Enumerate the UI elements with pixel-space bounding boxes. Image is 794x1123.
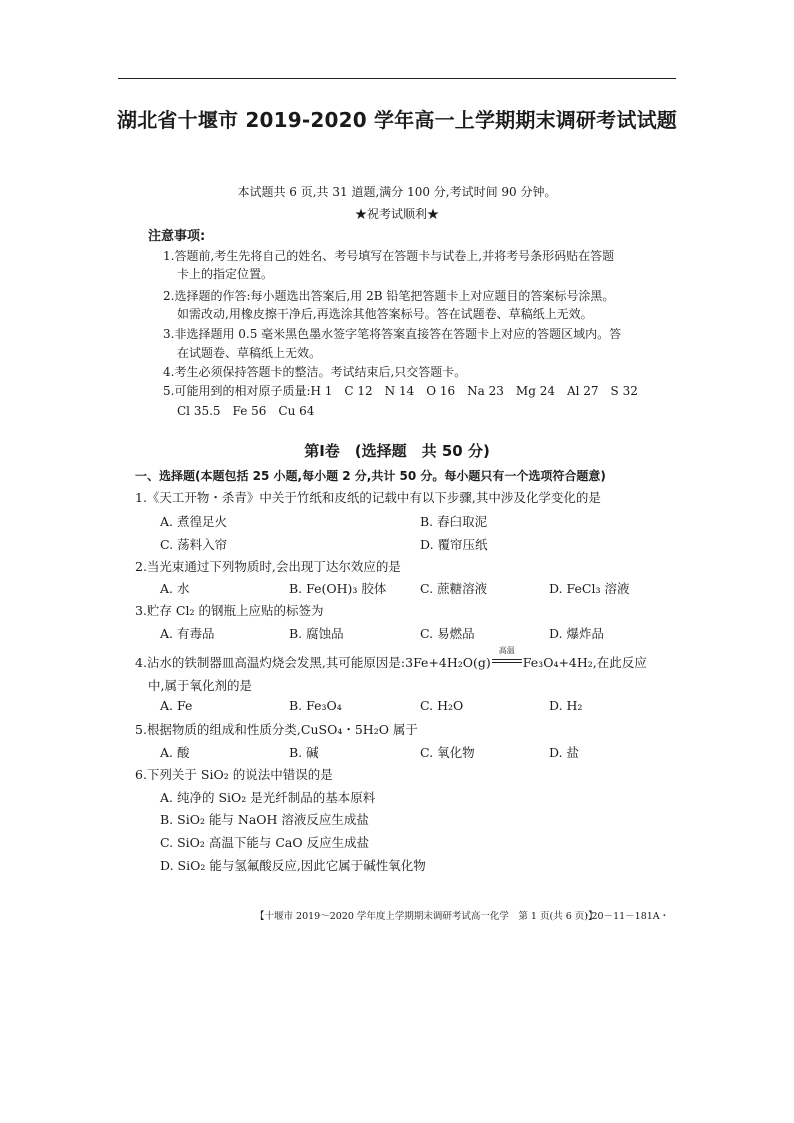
page-footer-code: ・20－11－181A・ <box>582 911 670 922</box>
question-1-option-c: C. 荡料入帘 <box>160 537 228 552</box>
question-4-stem-post: Fe₃O₄+4H₂,在此反应 <box>522 655 647 670</box>
question-2-option-a: A. 水 <box>160 581 190 596</box>
notice-line: 5.可能用到的相对原子质量:H 1 C 12 N 14 O 16 Na 23 Mg 24 Al 27 S 32 <box>163 384 638 398</box>
question-1-option-b: B. 舂臼取泥 <box>420 514 488 529</box>
question-6-option-d: D. SiO₂ 能与氢氟酸反应,因此它属于碱性氧化物 <box>160 858 426 873</box>
notice-line: 1.答题前,考生先将自己的姓名、考号填写在答题卡与试卷上,并将考号条形码贴在答题 <box>163 249 615 263</box>
question-4-option-d: D. H₂ <box>549 698 583 713</box>
question-3-option-b: B. 腐蚀品 <box>289 626 344 641</box>
reaction-condition-label: 高温 <box>498 646 515 655</box>
question-4-option-a: A. Fe <box>160 698 193 713</box>
question-3-stem: 3.贮存 Cl₂ 的钢瓶上应贴的标签为 <box>135 603 324 618</box>
page-footer-info: 【十堰市 2019～2020 学年度上学期期末调研考试高一化学 第 1 页(共 6 页)】 <box>255 911 598 922</box>
question-3-option-a: A. 有毒品 <box>160 626 215 641</box>
notice-line: 卡上的指定位置。 <box>177 267 274 281</box>
question-4-stem-pre: 4.沾水的铁制器皿高温灼烧会发黑,其可能原因是:3Fe+4H₂O(g) <box>135 655 491 670</box>
question-2-option-b: B. Fe(OH)₃ 胶体 <box>289 581 387 596</box>
question-4-option-b: B. Fe₃O₄ <box>289 698 342 713</box>
exam-wish: ★祝考试顺利★ <box>354 207 439 221</box>
notice-heading: 注意事项: <box>148 229 206 244</box>
question-1-option-d: D. 覆帘压纸 <box>420 537 488 552</box>
question-6-option-b: B. SiO₂ 能与 NaOH 溶液反应生成盐 <box>160 812 369 827</box>
header-rule <box>118 78 676 79</box>
question-5-option-a: A. 酸 <box>160 745 190 760</box>
part1-heading: 第Ⅰ卷 (选择题 共 50 分) <box>304 442 490 460</box>
question-6-stem: 6.下列关于 SiO₂ 的说法中错误的是 <box>135 767 333 782</box>
reaction-condition <box>491 646 523 667</box>
question-2-option-c: C. 蔗糖溶液 <box>420 581 488 596</box>
question-5-option-d: D. 盐 <box>549 745 580 760</box>
question-3-option-c: C. 易燃品 <box>420 626 475 641</box>
question-4-stem <box>135 646 647 671</box>
notice-line: Cl 35.5 Fe 56 Cu 64 <box>177 404 315 418</box>
question-4-stem-line2: 中,属于氧化剂的是 <box>148 678 252 693</box>
question-2-option-d: D. FeCl₃ 溶液 <box>549 581 630 596</box>
notice-line: 在试题卷、草稿纸上无效。 <box>177 346 322 360</box>
question-5-stem: 5.根据物质的组成和性质分类,CuSO₄・5H₂O 属于 <box>135 722 418 737</box>
exam-intro: 本试题共 6 页,共 31 道题,满分 100 分,考试时间 90 分钟。 <box>237 185 557 199</box>
notice-line: 如需改动,用橡皮擦干净后,再选涂其他答案标号。答在试题卷、草稿纸上无效。 <box>177 307 593 321</box>
question-6-option-a: A. 纯净的 SiO₂ 是光纤制品的基本原料 <box>160 790 376 805</box>
question-2-stem: 2.当光束通过下列物质时,会出现丁达尔效应的是 <box>135 559 401 574</box>
section-heading: 一、选择题(本题包括 25 小题,每小题 2 分,共计 50 分。每小题只有一个选项符合题意) <box>135 469 606 483</box>
notice-line: 4.考生必须保持答题卡的整洁。考试结束后,只交答题卡。 <box>163 365 467 379</box>
question-6-option-c: C. SiO₂ 高温下能与 CaO 反应生成盐 <box>160 835 370 850</box>
question-1-stem: 1.《天工开物・杀青》中关于竹纸和皮纸的记载中有以下步骤,其中涉及化学变化的是 <box>135 490 601 505</box>
question-1-option-a: A. 煮徨足火 <box>160 514 227 529</box>
question-5-option-b: B. 碱 <box>289 745 319 760</box>
question-5-option-c: C. 氧化物 <box>420 745 475 760</box>
question-3-option-d: D. 爆炸品 <box>549 626 605 641</box>
notice-line: 2.选择题的作答:每小题选出答案后,用 2B 铅笔把答题卡上对应题目的答案标号涂黑。 <box>163 289 615 303</box>
notice-line: 3.非选择题用 0.5 毫米黑色墨水签字笔将答案直接答在答题卡上对应的答题区域内。答 <box>163 327 622 341</box>
question-4-option-c: C. H₂O <box>420 698 464 713</box>
page-title: 湖北省十堰市 2019-2020 学年高一上学期期末调研考试试题 <box>117 108 677 132</box>
